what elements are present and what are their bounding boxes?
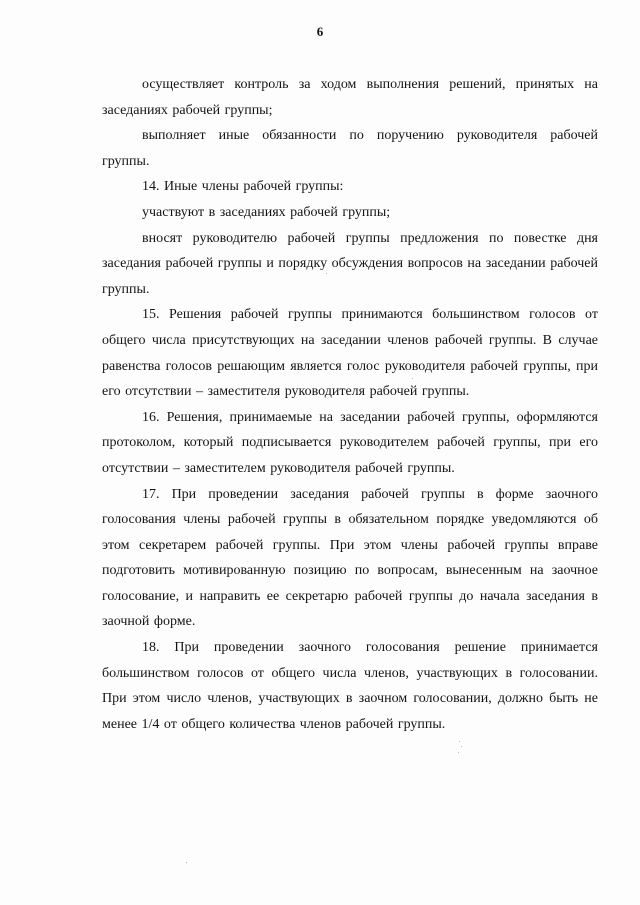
- page-number: 6: [316, 24, 324, 39]
- scan-speck: [326, 273, 327, 274]
- document-body: [102, 72, 598, 737]
- paragraph-14-heading: 14. Иные члены рабочей группы:: [142, 179, 344, 195]
- scan-speck: [461, 746, 462, 747]
- scan-speck: [412, 378, 413, 379]
- scan-speck: [459, 741, 460, 742]
- paragraph-17: 17. При проведении заседания рабочей группы в форме заочного голосования члены рабочей группы в обязательном порядке уведомляются об этом секретарем рабочей группы. При этом члены рабочей группы вправе подготовить мотивированную позицию по вопросам, вынесенным на заочное голосование, и направить ее секретарю рабочей группы до начала заседания в заочной форме.: [102, 486, 598, 630]
- paragraph-control-duty: осуществляет контроль за ходом выполнения решений, принятых на заседаниях рабочей группы;: [102, 77, 598, 118]
- paragraph-16: 16. Решения, принимаемые на заседании рабочей группы, оформляются протоколом, который подписывается руководителем рабочей группы, при его отсутствии – заместителем руководителя рабочей группы.: [102, 409, 598, 476]
- paragraph-15: 15. Решения рабочей группы принимаются большинством голосов от общего числа присутствующих на заседании членов рабочей группы. В случае равенства голосов решающим является голос руководителя рабочей группы, при его отсутствии – заместителя руководителя рабочей группы.: [102, 307, 598, 400]
- scan-speck: [458, 752, 459, 753]
- paragraph-participate: участвуют в заседаниях рабочей группы;: [142, 204, 391, 220]
- paragraph-other-duties: выполняет иные обязанности по поручению руководителя рабочей группы.: [102, 128, 598, 169]
- scan-speck: [186, 862, 187, 863]
- paragraph-18: 18. При проведении заочного голосования решение принимается большинством голосов от общего числа членов, участвующих в голосовании. При этом число членов, участвующих в заочном голосовании, должно быть не менее 1/4 от общего количества членов рабочей группы.: [102, 640, 598, 732]
- paragraph-proposals: вносят руководителю рабочей группы предложения по повестке дня заседания рабочей группы и порядку обсуждения вопросов на заседании рабочей группы.: [102, 230, 598, 297]
